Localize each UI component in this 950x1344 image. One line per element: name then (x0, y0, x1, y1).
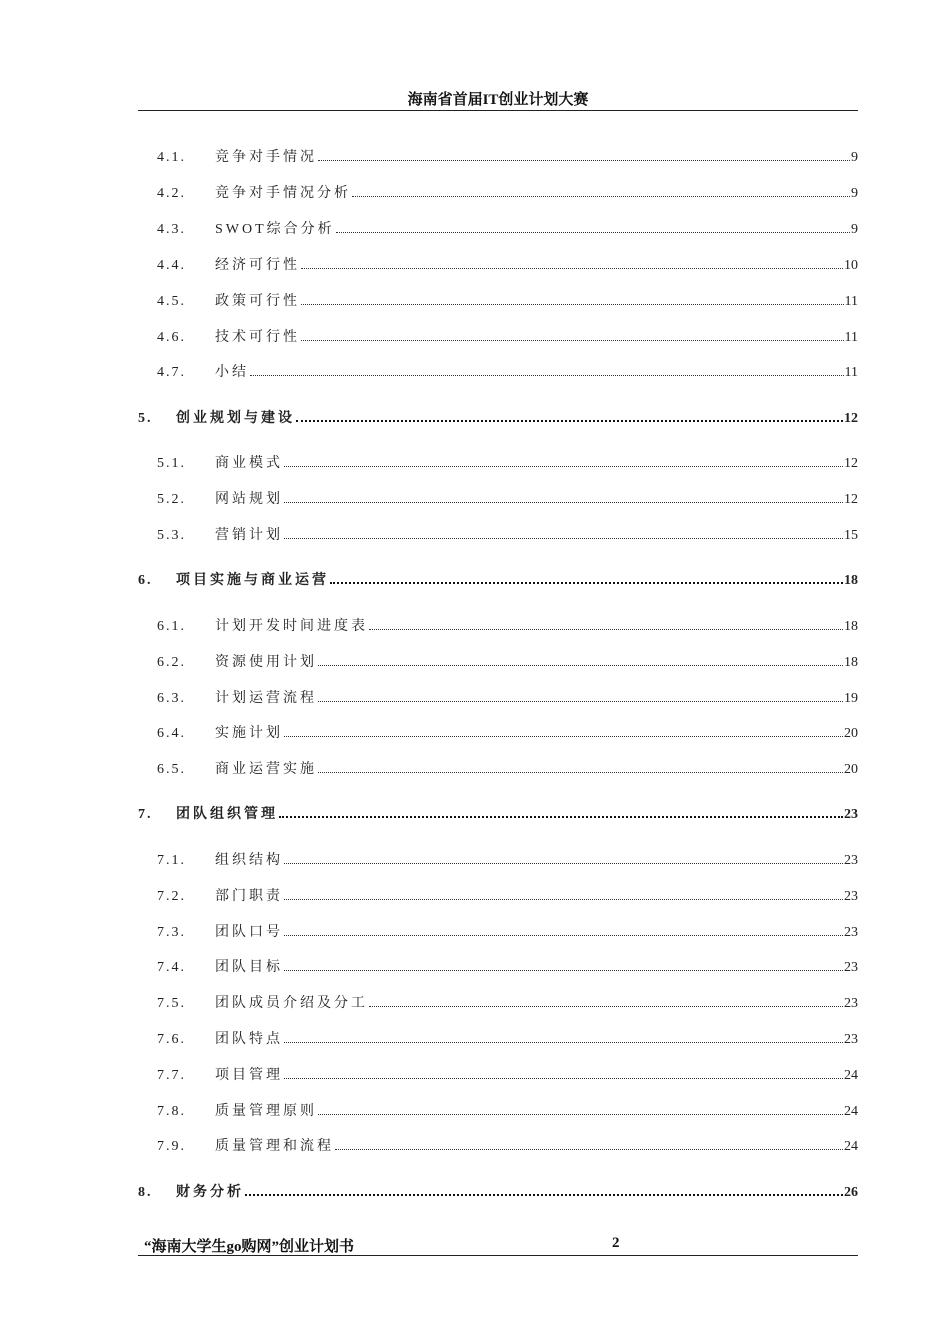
footer-title: “海南大学生go购网”创业计划书 (144, 1239, 355, 1255)
toc-entry-title: 项目实施与商业运营 (176, 573, 329, 588)
toc-entry-number: 6.5. (157, 762, 186, 777)
toc-entry-page: 9 (851, 186, 858, 201)
toc-entry-number: 7.6. (157, 1032, 186, 1047)
toc-entry-page: 19 (844, 691, 858, 706)
dot-leader (284, 898, 843, 900)
dot-leader (284, 501, 843, 503)
toc-entry-number: 5.3. (157, 528, 186, 543)
dot-leader (279, 815, 843, 818)
toc-section-entry[interactable] (138, 524, 858, 544)
toc-entry-number: 7.8. (157, 1104, 186, 1119)
toc-chapter-entry[interactable] (138, 569, 858, 589)
dot-leader (369, 628, 843, 630)
toc-entry-title: 部门职责 (215, 889, 283, 904)
toc-entry-title: 团队组织管理 (176, 807, 278, 822)
dot-leader (352, 195, 850, 197)
toc-section-entry[interactable] (138, 254, 858, 274)
toc-entry-page: 9 (851, 222, 858, 237)
toc-section-entry[interactable] (138, 290, 858, 310)
toc-entry-number: 7.4. (157, 960, 186, 975)
dot-leader (301, 339, 844, 341)
toc-entry-page: 12 (844, 456, 858, 471)
toc-entry-title: 计划运营流程 (215, 691, 317, 706)
toc-entry-title: 商业运营实施 (215, 762, 317, 777)
toc-entry-number: 6.3. (157, 691, 186, 706)
toc-entry-number: 7.9. (157, 1139, 186, 1154)
toc-entry-title: 团队目标 (215, 960, 283, 975)
page-footer (138, 1233, 858, 1256)
toc-entry-title: 创业规划与建设 (176, 411, 295, 426)
toc-entry-number: 7.1. (157, 853, 186, 868)
header-title: 海南省首届IT创业计划大赛 (407, 92, 589, 108)
dot-leader (318, 771, 843, 773)
toc-entry-title: 项目管理 (215, 1068, 283, 1083)
toc-section-entry[interactable] (138, 849, 858, 869)
toc-entry-number: 7.7. (157, 1068, 186, 1083)
toc-entry-title: 组织结构 (215, 853, 283, 868)
toc-entry-page: 23 (844, 960, 858, 975)
dot-leader (284, 1041, 843, 1043)
toc-entry-page: 10 (844, 258, 858, 273)
toc-entry-number: 5. (138, 411, 153, 426)
toc-entry-page: 20 (844, 726, 858, 741)
toc-entry-page: 12 (844, 492, 858, 507)
toc-entry-page: 18 (844, 655, 858, 670)
toc-section-entry[interactable] (138, 1028, 858, 1048)
toc-chapter-entry[interactable] (138, 407, 858, 427)
dot-leader (301, 303, 844, 305)
toc-entry-number: 4.2. (157, 186, 186, 201)
toc-section-entry[interactable] (138, 361, 858, 381)
toc-section-entry[interactable] (138, 488, 858, 508)
toc-entry-title: 实施计划 (215, 726, 283, 741)
toc-entry-number: 7.2. (157, 889, 186, 904)
dot-leader (330, 581, 843, 584)
toc-section-entry[interactable] (138, 651, 858, 671)
toc-entry-page: 18 (844, 573, 858, 588)
dot-leader (336, 231, 850, 233)
toc-section-entry[interactable] (138, 452, 858, 472)
toc-entry-page: 11 (844, 294, 858, 309)
dot-leader (284, 862, 843, 864)
dot-leader (369, 1005, 843, 1007)
dot-leader (250, 374, 844, 376)
toc-entry-title: 商业模式 (215, 456, 283, 471)
toc-entry-page: 23 (844, 925, 858, 940)
toc-entry-page: 23 (844, 996, 858, 1011)
dot-leader (301, 267, 843, 269)
toc-entry-title: 质量管理和流程 (215, 1139, 334, 1154)
dot-leader (284, 934, 843, 936)
page-header (138, 86, 858, 111)
dot-leader (318, 1113, 843, 1115)
toc-section-entry[interactable] (138, 956, 858, 976)
toc-section-entry[interactable] (138, 1064, 858, 1084)
toc-section-entry[interactable] (138, 921, 858, 941)
toc-entry-title: SWOT综合分析 (215, 222, 335, 237)
toc-entry-number: 7.3. (157, 925, 186, 940)
dot-leader (284, 1077, 843, 1079)
toc-entry-page: 23 (844, 807, 858, 822)
dot-leader (284, 969, 843, 971)
toc-entry-title: 营销计划 (215, 528, 283, 543)
toc-entry-page: 26 (844, 1185, 858, 1200)
dot-leader (284, 537, 843, 539)
toc-entry-number: 7.5. (157, 996, 186, 1011)
toc-section-entry[interactable] (138, 218, 858, 238)
toc-section-entry[interactable] (138, 326, 858, 346)
toc-entry-number: 4.3. (157, 222, 186, 237)
toc-section-entry[interactable] (138, 182, 858, 202)
toc-entry-title: 计划开发时间进度表 (215, 619, 368, 634)
dot-leader (318, 700, 843, 702)
toc-section-entry[interactable] (138, 615, 858, 635)
toc-entry-page: 9 (851, 150, 858, 165)
toc-entry-number: 6.1. (157, 619, 186, 634)
toc-entry-title: 资源使用计划 (215, 655, 317, 670)
toc-entry-title: 财务分析 (176, 1185, 244, 1200)
toc-entry-page: 23 (844, 853, 858, 868)
toc-entry-number: 5.2. (157, 492, 186, 507)
toc-section-entry[interactable] (138, 885, 858, 905)
toc-entry-number: 5.1. (157, 456, 186, 471)
toc-entry-title: 网站规划 (215, 492, 283, 507)
toc-entry-page: 23 (844, 889, 858, 904)
toc-entry-title: 团队成员介绍及分工 (215, 996, 368, 1011)
toc-entry-page: 24 (844, 1104, 858, 1119)
toc-section-entry[interactable] (138, 687, 858, 707)
dot-leader (335, 1148, 843, 1150)
toc-section-entry[interactable] (138, 1135, 858, 1155)
toc-entry-page: 11 (844, 330, 858, 345)
toc-entry-page: 11 (844, 365, 858, 380)
toc-section-entry[interactable] (138, 146, 858, 166)
toc-section-entry[interactable] (138, 1100, 858, 1120)
toc-entry-title: 技术可行性 (215, 330, 300, 345)
toc-entry-page: 18 (844, 619, 858, 634)
dot-leader (284, 735, 843, 737)
toc-entry-page: 20 (844, 762, 858, 777)
toc-entry-page: 24 (844, 1068, 858, 1083)
toc-entry-number: 4.4. (157, 258, 186, 273)
toc-entry-title: 竞争对手情况 (215, 150, 317, 165)
toc-entry-page: 23 (844, 1032, 858, 1047)
toc-entry-title: 竞争对手情况分析 (215, 186, 351, 201)
toc-section-entry[interactable] (138, 758, 858, 778)
toc-entry-number: 4.5. (157, 294, 186, 309)
toc-section-entry[interactable] (138, 722, 858, 742)
dot-leader (245, 1193, 843, 1196)
toc-entry-title: 团队特点 (215, 1032, 283, 1047)
toc-entry-title: 小结 (215, 365, 249, 380)
toc-section-entry[interactable] (138, 992, 858, 1012)
toc-entry-number: 8. (138, 1185, 153, 1200)
toc-entry-title: 经济可行性 (215, 258, 300, 273)
toc-entry-number: 4.6. (157, 330, 186, 345)
toc-entry-number: 6.4. (157, 726, 186, 741)
dot-leader (296, 419, 843, 422)
toc-entry-title: 团队口号 (215, 925, 283, 940)
toc-entry-title: 质量管理原则 (215, 1104, 317, 1119)
toc-entry-number: 6.2. (157, 655, 186, 670)
dot-leader (284, 465, 843, 467)
toc-entry-page: 24 (844, 1139, 858, 1154)
toc-entry-number: 4.1. (157, 150, 186, 165)
toc-entry-number: 7. (138, 807, 153, 822)
toc-entry-number: 6. (138, 573, 153, 588)
toc-chapter-entry[interactable] (138, 803, 858, 823)
dot-leader (318, 664, 843, 666)
toc-entry-number: 4.7. (157, 365, 186, 380)
dot-leader (318, 159, 850, 161)
toc-entry-title: 政策可行性 (215, 294, 300, 309)
page-number: 2 (612, 1235, 620, 1251)
toc-chapter-entry[interactable] (138, 1181, 858, 1201)
toc-entry-page: 15 (844, 528, 858, 543)
toc-entry-page: 12 (844, 411, 858, 426)
